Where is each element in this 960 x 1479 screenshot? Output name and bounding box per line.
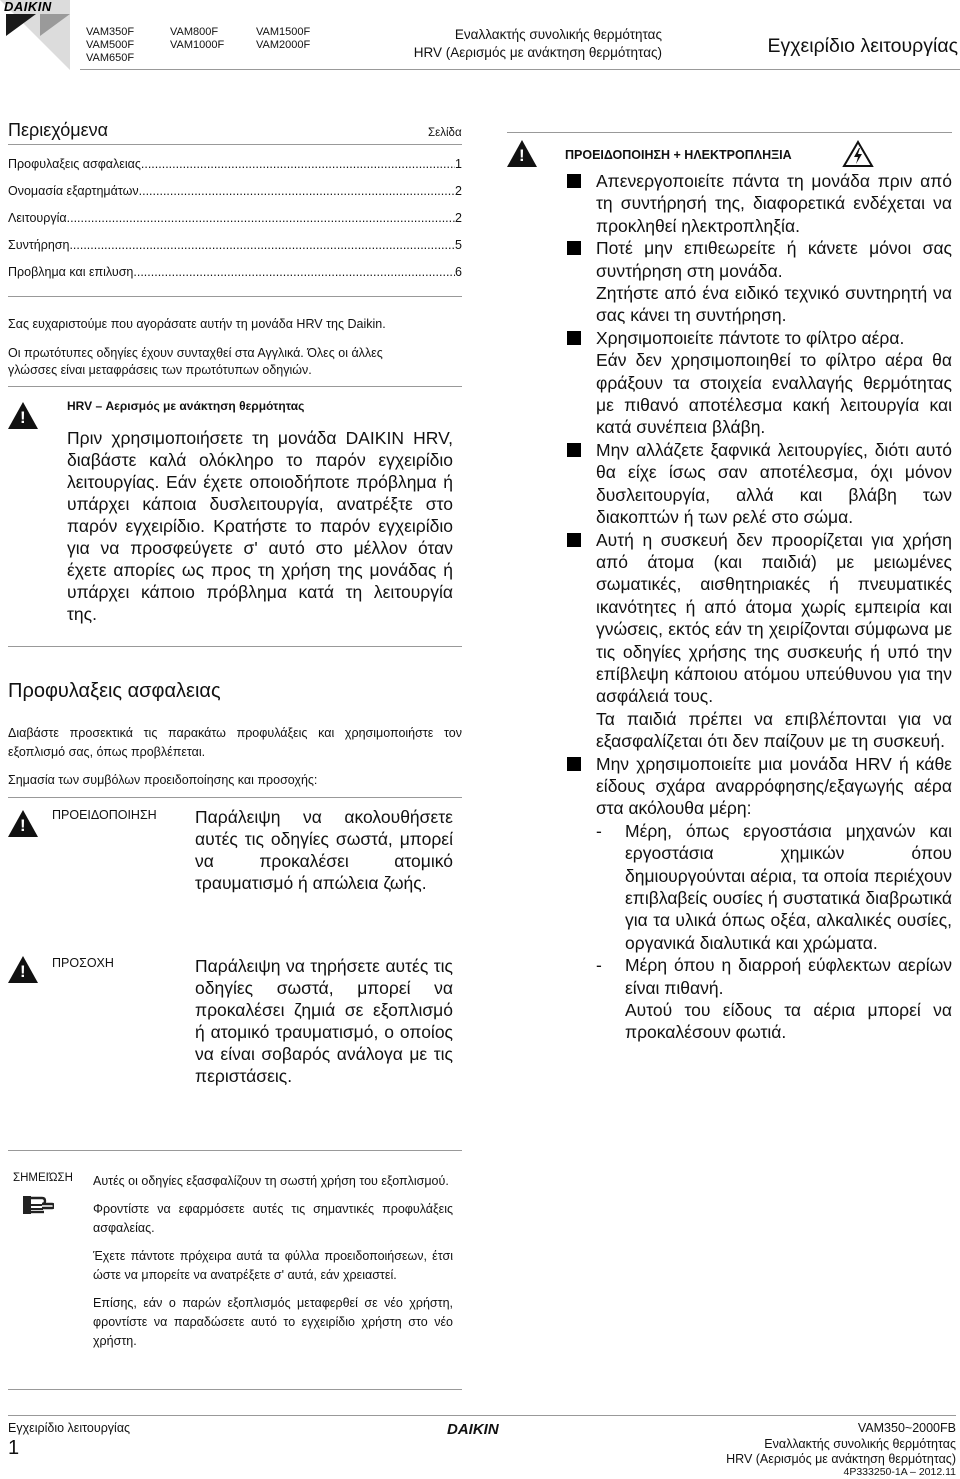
safety-warning-list [567, 170, 952, 1044]
footer-models: VAM350~2000FB [857, 1421, 956, 1435]
bullet-square-icon [567, 331, 581, 345]
list-item: Χρησιμοποιείτε πάντοτε το φίλτρο αέρα. [567, 327, 952, 349]
pointing-hand-icon [22, 1192, 54, 1218]
hrv-box-divider [8, 646, 462, 647]
hrv-box-body: Πριν χρησιμοποιήσετε τη μονάδα DAIKIN HRV, διαβάστε καλά ολόκληρο το παρόν εγχειρίδιο λειτουργίας. Εάν έχετε οποιοδήποτε πρόβλημα ή υπάρχει κάποια δυσλειτουργία, ανατρέξτε στο παρόν εγχειρίδιο. Κρατήστε το παρόν εγχειρίδιο για να προσφεύγετε σ' αυτό στο μέλλον όταν έχετε απορίες ως προς τη χρήση της μονάδας ή υπάρχει κάποιο πρόβλημα κατά τη λειτουργία της. [67, 428, 453, 624]
toc-row[interactable]: Συντήρηση ..... 5 [8, 238, 462, 252]
footer-title-line1: Εναλλακτής συνολικής θερμότητας [764, 1437, 956, 1451]
caution-triangle-icon [8, 956, 38, 983]
toc-row[interactable]: Ονομασία εξαρτημάτων ..... 2 [8, 184, 462, 198]
caution-label: ΠΡΟΣΟΧΗ [52, 956, 114, 970]
list-item-continuation: Ζητήστε από ένα ειδικό τεχνικό συντηρητή να σας κάνει τη συντήρηση. [596, 283, 952, 326]
bullet-square-icon [567, 757, 581, 771]
toc-page-label: Σελίδα [428, 127, 462, 139]
footer-divider [8, 1415, 956, 1416]
warning-label: ΠΡΟΕΙΔΟΠΟΙΗΣΗ [52, 808, 157, 822]
toc-row[interactable]: Προβλημα και επιλυση ..... 6 [8, 265, 462, 279]
warning-triangle-icon [8, 810, 38, 837]
header-divider [80, 69, 960, 70]
models-col3: VAM1500F VAM2000F [256, 26, 311, 51]
list-subitem: - Μέρη, όπως εργοστάσια μηχανών και εργοστάσια χημικών όπου δημιουργούνται αέρια, τα οποία περιέχουν επιβλαβείς ουσίες ή συστατικά διαβρωτικά για τα υλικά όπως οξέα, αλκαλικές ουσίες, οργανικά διαλυτικά και χρώματα. [596, 820, 952, 953]
note-divider [8, 1150, 462, 1151]
models-col1: VAM350F VAM500F VAM650F [86, 26, 135, 64]
bullet-square-icon [567, 241, 581, 255]
thanks-text: Σας ευχαριστούμε που αγοράσατε αυτήν τη μονάδα HRV της Daikin. [8, 317, 386, 331]
toc-row[interactable]: Προφυλαξεις ασφαλειας ..... 1 [8, 157, 462, 171]
list-item: Μην αλλάζετε ξαφνικά λειτουργίες, διότι αυτό θα είχε ίσως σαν αποτέλεσμα, όχι μόνον δυσλειτουργία, αλλά και βλάβη των διακοπτών ή των ρελέ στο σώμα. [567, 439, 952, 529]
footer-page-number: 1 [8, 1437, 20, 1459]
note-paragraph: Φροντίστε να εφαρμόσετε αυτές τις σημαντικές προφυλάξεις ασφαλείας. [93, 1202, 453, 1235]
note-end-divider [8, 1389, 462, 1390]
original-instructions-line2: γλώσσες είναι μεταφράσεις των πρωτότυπων οδηγιών. [8, 363, 312, 377]
note-paragraph: Επίσης, εάν ο παρών εξοπλισμός μεταφερθεί σε νέο χρήστη, φροντίστε να παραδώσετε αυτό το εγχειρίδιο χρήστη στο νέο χρήστη. [93, 1296, 453, 1348]
list-item: Ποτέ μην επιθεωρείτε ή κάνετε μόνοι σας συντήρηση στη μονάδα. [567, 237, 952, 282]
warning-description: Παράλειψη να ακολουθήσετε αυτές τις οδηγίες σωστά, μπορεί να προκαλέσει ατομικό τραυματισμό ή απώλεια ζωής. [195, 807, 453, 893]
header-title-line1: Εναλλακτής συνολικής θερμότητας [454, 27, 662, 42]
list-item: Αυτή η συσκευή δεν προορίζεται για χρήση από άτομα (και παιδιά) με μειωμένες σωματικές, αισθητηριακές ή πνευματικές ικανότητες ή από άτομα χωρίς εμπειρία και γνώσεις, εκτός εάν τη χειρίζονται σύμφωνα με τις οδηγίες χρήσης της συσκευής ή υπό την επίβλεψη κάποιου ατόμου υπεύθυνου για την ασφάλειά τους. [567, 529, 952, 708]
footer-title-line2: HRV (Αερισμός με ανάκτηση θερμότητας) [726, 1452, 956, 1466]
symbols-divider [8, 797, 462, 798]
right-top-divider [507, 132, 952, 133]
shock-warning-heading: ΠΡΟΕΙΔΟΠΟΙΗΣΗ + ΗΛΕΚΤΡΟΠΛΗΞΙΑ [565, 148, 792, 162]
list-item-continuation: Τα παιδιά πρέπει να επιβλέπονται για να εξασφαλίζεται ότι δεν παίζουν με τη συσκευή. [596, 708, 952, 752]
toc-divider [8, 144, 462, 145]
intro-divider [8, 386, 462, 387]
hrv-box-title: HRV – Αερισμός με ανάκτηση θερμότητας [67, 399, 305, 413]
original-instructions-line1: Οι πρωτότυπες οδηγίες έχουν συνταχθεί στα Αγγλικά. Όλες οι άλλες [8, 346, 383, 360]
warning-triangle-icon [507, 140, 537, 167]
brand-logo: DAIKIN [4, 0, 52, 14]
toc-end-divider [8, 296, 462, 297]
electric-shock-icon [842, 140, 874, 168]
bullet-square-icon [567, 533, 581, 547]
note-label: ΣΗΜΕΙΏΣΗ [13, 1172, 73, 1184]
footer-manual: Εγχειρίδιο λειτουργίας [8, 1421, 131, 1435]
note-paragraph: Έχετε πάντοτε πρόχειρα αυτά τα φύλλα προειδοποιήσεων, έτσι ώστε να μπορείτε να ανατρέξετε σ' αυτά, εάν χρειαστεί. [93, 1249, 453, 1282]
caution-description: Παράλειψη να τηρήσετε αυτές τις οδηγίες σωστά, μπορεί να προκαλέσει ζημιά σε εξοπλισμό ή ατομικό τραυματισμό, ο οποίος να είναι σοβαρός ανάλογα με τις περιστάσεις. [195, 956, 453, 1086]
list-item-continuation: Αυτού του είδους τα αέρια μπορεί να προκαλέσουν φωτιά. [625, 1000, 952, 1043]
bullet-square-icon [567, 443, 581, 457]
symbols-caption: Σημασία των συμβόλων προειδοποίησης και προσοχής: [8, 773, 318, 787]
warning-triangle-icon [8, 402, 38, 429]
list-item: Απενεργοποιείτε πάντα τη μονάδα πριν από τη συντήρησή της, διαφορετικά ενδέχεται να προκληθεί ηλεκτροπληξία. [567, 170, 952, 237]
list-item: Μην χρησιμοποιείτε μια μονάδα HRV ή κάθε είδους σχάρα αναρρόφησης/εξαγωγής αέρα στα ακόλουθα μέρη: [567, 753, 952, 820]
list-item-continuation: Εάν δεν χρησιμοποιηθεί το φίλτρο αέρα θα φράξουν τα στοιχεία εναλλαγής θερμότητας με πιθανό αποτέλεσμα κακή λειτουργία και κατά συνέπεια βλάβη. [596, 350, 952, 438]
list-subitem: - Μέρη όπου η διαρροή εύφλεκτων αερίων είναι πιθανή. [596, 955, 952, 998]
header-title-line2: HRV (Αερισμός με ανάκτηση θερμότητας) [413, 45, 662, 60]
footer-doc-code: 4P333250-1A – 2012.11 [843, 1466, 956, 1478]
safety-heading: Προφυλαξεις ασφαλειας [8, 680, 221, 702]
toc-heading: Περιεχόμενα [8, 120, 109, 140]
models-col2: VAM800F VAM1000F [170, 26, 225, 51]
bullet-square-icon [567, 174, 581, 188]
footer-brand-logo: DAIKIN [447, 1421, 499, 1438]
note-paragraph: Αυτές οι οδηγίες εξασφαλίζουν τη σωστή χρήση του εξοπλισμού. [93, 1174, 449, 1188]
safety-intro: Διαβάστε προσεκτικά τις παρακάτω προφυλάξεις και χρησιμοποιήστε τον εξοπλισμό σας, όπως προβλέπεται. [8, 726, 462, 759]
note-text [93, 1172, 453, 1360]
header-manual-title: Εγχειρίδιο λειτουργίας [767, 35, 958, 57]
toc-row[interactable]: Λειτουργία ..... 2 [8, 211, 462, 225]
